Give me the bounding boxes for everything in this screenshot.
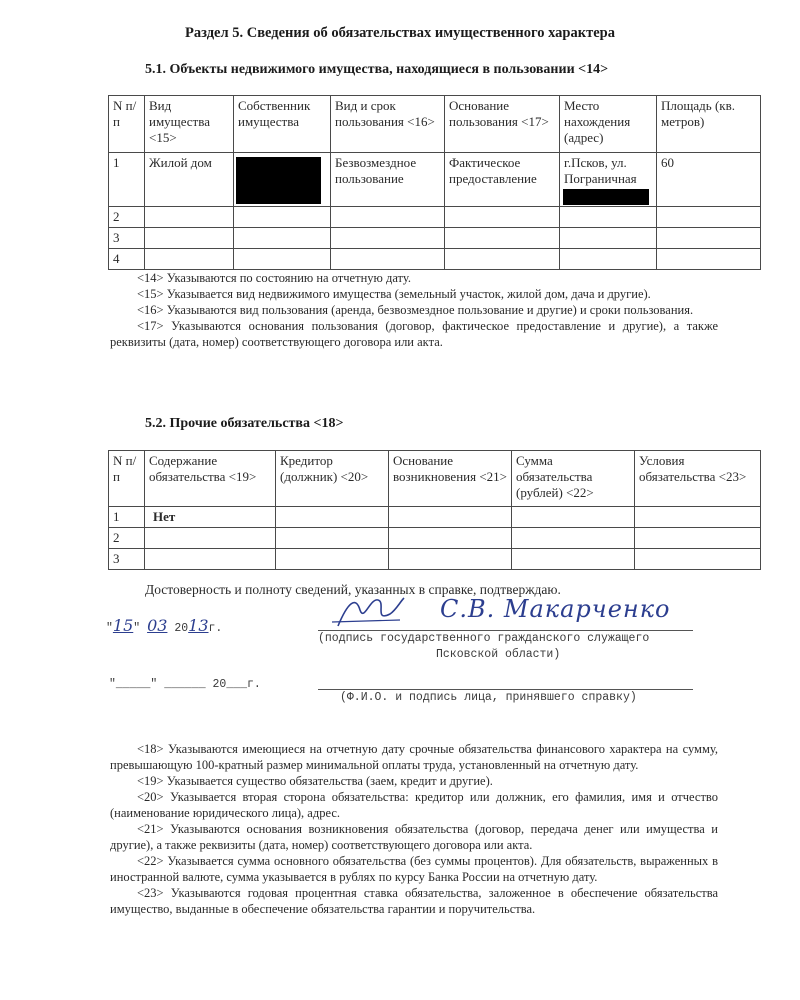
confirmation-text: Достоверность и полноту сведений, указанных в справке, подтверждаю.	[145, 582, 561, 597]
col-header: Площадь (кв. метров)	[657, 96, 761, 153]
date-year-prefix: 20	[174, 622, 189, 635]
signature-line-1	[318, 630, 693, 631]
col-header: Основание пользования <17>	[445, 96, 560, 153]
table-row	[109, 507, 761, 528]
note-18: <18> Указываются имеющиеся на отчетную дату срочные обязательства финансового характера на сумму, превышающую 100-кратный размер минимальной оплаты труда, установленный на отчетную дату.	[110, 742, 718, 772]
note-14: <14> Указываются по состоянию на отчетную дату.	[137, 271, 411, 285]
table-header-row	[109, 96, 761, 153]
sign-caption-2: Псковской области)	[436, 648, 561, 661]
col-header: Сумма обязательства (рублей) <22>	[512, 451, 635, 507]
signature-name: С.В. Макарченко	[440, 595, 671, 623]
cell-n: 3	[109, 549, 145, 570]
note-16: <16> Указываются вид пользования (аренда, безвозмездное пользование и другие) и сроки пользования.	[137, 303, 694, 317]
cell-type: Жилой дом	[145, 153, 234, 207]
note-20: <20> Указывается вторая сторона обязательства: кредитор или должник, его фамилия, имя и отчество (наименование юридического лица), адрес.	[110, 790, 718, 820]
notes-block-1	[110, 270, 718, 350]
real-estate-table	[108, 95, 761, 270]
date-g: г.	[208, 622, 223, 635]
table-row	[109, 153, 761, 207]
note-15: <15> Указывается вид недвижимого имущества (земельный участок, жилой дом, дача и другие).	[137, 287, 651, 301]
cell-n: 3	[109, 228, 145, 249]
date-year-suffix: 13	[188, 616, 209, 635]
date-day: 15	[112, 616, 134, 635]
cell-n: 1	[109, 153, 145, 207]
cell-n: 1	[109, 507, 145, 528]
col-header: N п/п	[109, 451, 145, 507]
cell-basis: Фактическое предоставление	[445, 153, 560, 207]
table-row	[109, 249, 761, 270]
col-header: Вид и срок пользования <16>	[331, 96, 445, 153]
table-header-row	[109, 451, 761, 507]
subsection-5-1-title: 5.1. Объекты недвижимого имущества, находящиеся в пользовании <14>	[145, 62, 609, 77]
cell-n: 4	[109, 249, 145, 270]
col-header: Собственник имущества	[234, 96, 331, 153]
cell-n: 2	[109, 207, 145, 228]
date-line-2: "_____" ______ 20___г.	[109, 678, 261, 691]
sign-caption-1: (подпись государственного гражданского служащего	[318, 632, 650, 645]
col-header: Основание возникновения <21>	[389, 451, 512, 507]
date-month: 03	[147, 616, 168, 635]
col-header: Условия обязательства <23>	[635, 451, 761, 507]
owner-redaction	[236, 157, 321, 204]
note-21: <21> Указываются основания возникновения обязательства (договор, передача денег или имущества и другие), а также реквизиты (дата, номер) соответствующего договора или акта.	[110, 822, 718, 852]
col-header: Содержание обязательства <19>	[145, 451, 276, 507]
note-23: <23> Указываются годовая процентная ставка обязательства, заложенное в обеспечение обязательства имущество, выданные в обеспечение обязательства гарантии и поручительства.	[110, 886, 718, 916]
table-row	[109, 528, 761, 549]
signature-line-2	[318, 689, 693, 690]
section-title: Раздел 5. Сведения об обязательствах имущественного характера	[185, 25, 615, 41]
cell-address: г.Псков, ул. Пограничная	[560, 153, 657, 207]
address-redaction	[563, 189, 649, 205]
table-row	[109, 207, 761, 228]
col-header: Кредитор (должник) <20>	[276, 451, 389, 507]
sign-caption-3: (Ф.И.О. и подпись лица, принявшего справку)	[340, 691, 637, 704]
date-line-1: "15" 03 2013г.	[106, 616, 223, 635]
obligations-table	[108, 450, 761, 570]
note-19: <19> Указывается существо обязательства (заем, кредит и другие).	[137, 774, 493, 788]
cell-use: Безвозмездное пользование	[331, 153, 445, 207]
col-header: Вид имущества <15>	[145, 96, 234, 153]
col-header: Место нахождения (адрес)	[560, 96, 657, 153]
col-header: N п/п	[109, 96, 145, 153]
note-22: <22> Указывается сумма основного обязательства (без суммы процентов). Для обязательств, выраженных в иностранной валюте, сумма указывается в рублях по курсу Банка России на отчетную дату.	[110, 854, 718, 884]
cell-area: 60	[657, 153, 761, 207]
table-row	[109, 228, 761, 249]
cell-n: 2	[109, 528, 145, 549]
notes-block-2	[110, 741, 718, 917]
subsection-5-2-title: 5.2. Прочие обязательства <18>	[145, 416, 344, 431]
table-row	[109, 549, 761, 570]
cell-content: Нет	[145, 507, 276, 528]
note-17: <17> Указываются основания пользования (договор, фактическое предоставление и другие), а также реквизиты (дата, номер) соответствующего договора или акта.	[110, 319, 718, 349]
